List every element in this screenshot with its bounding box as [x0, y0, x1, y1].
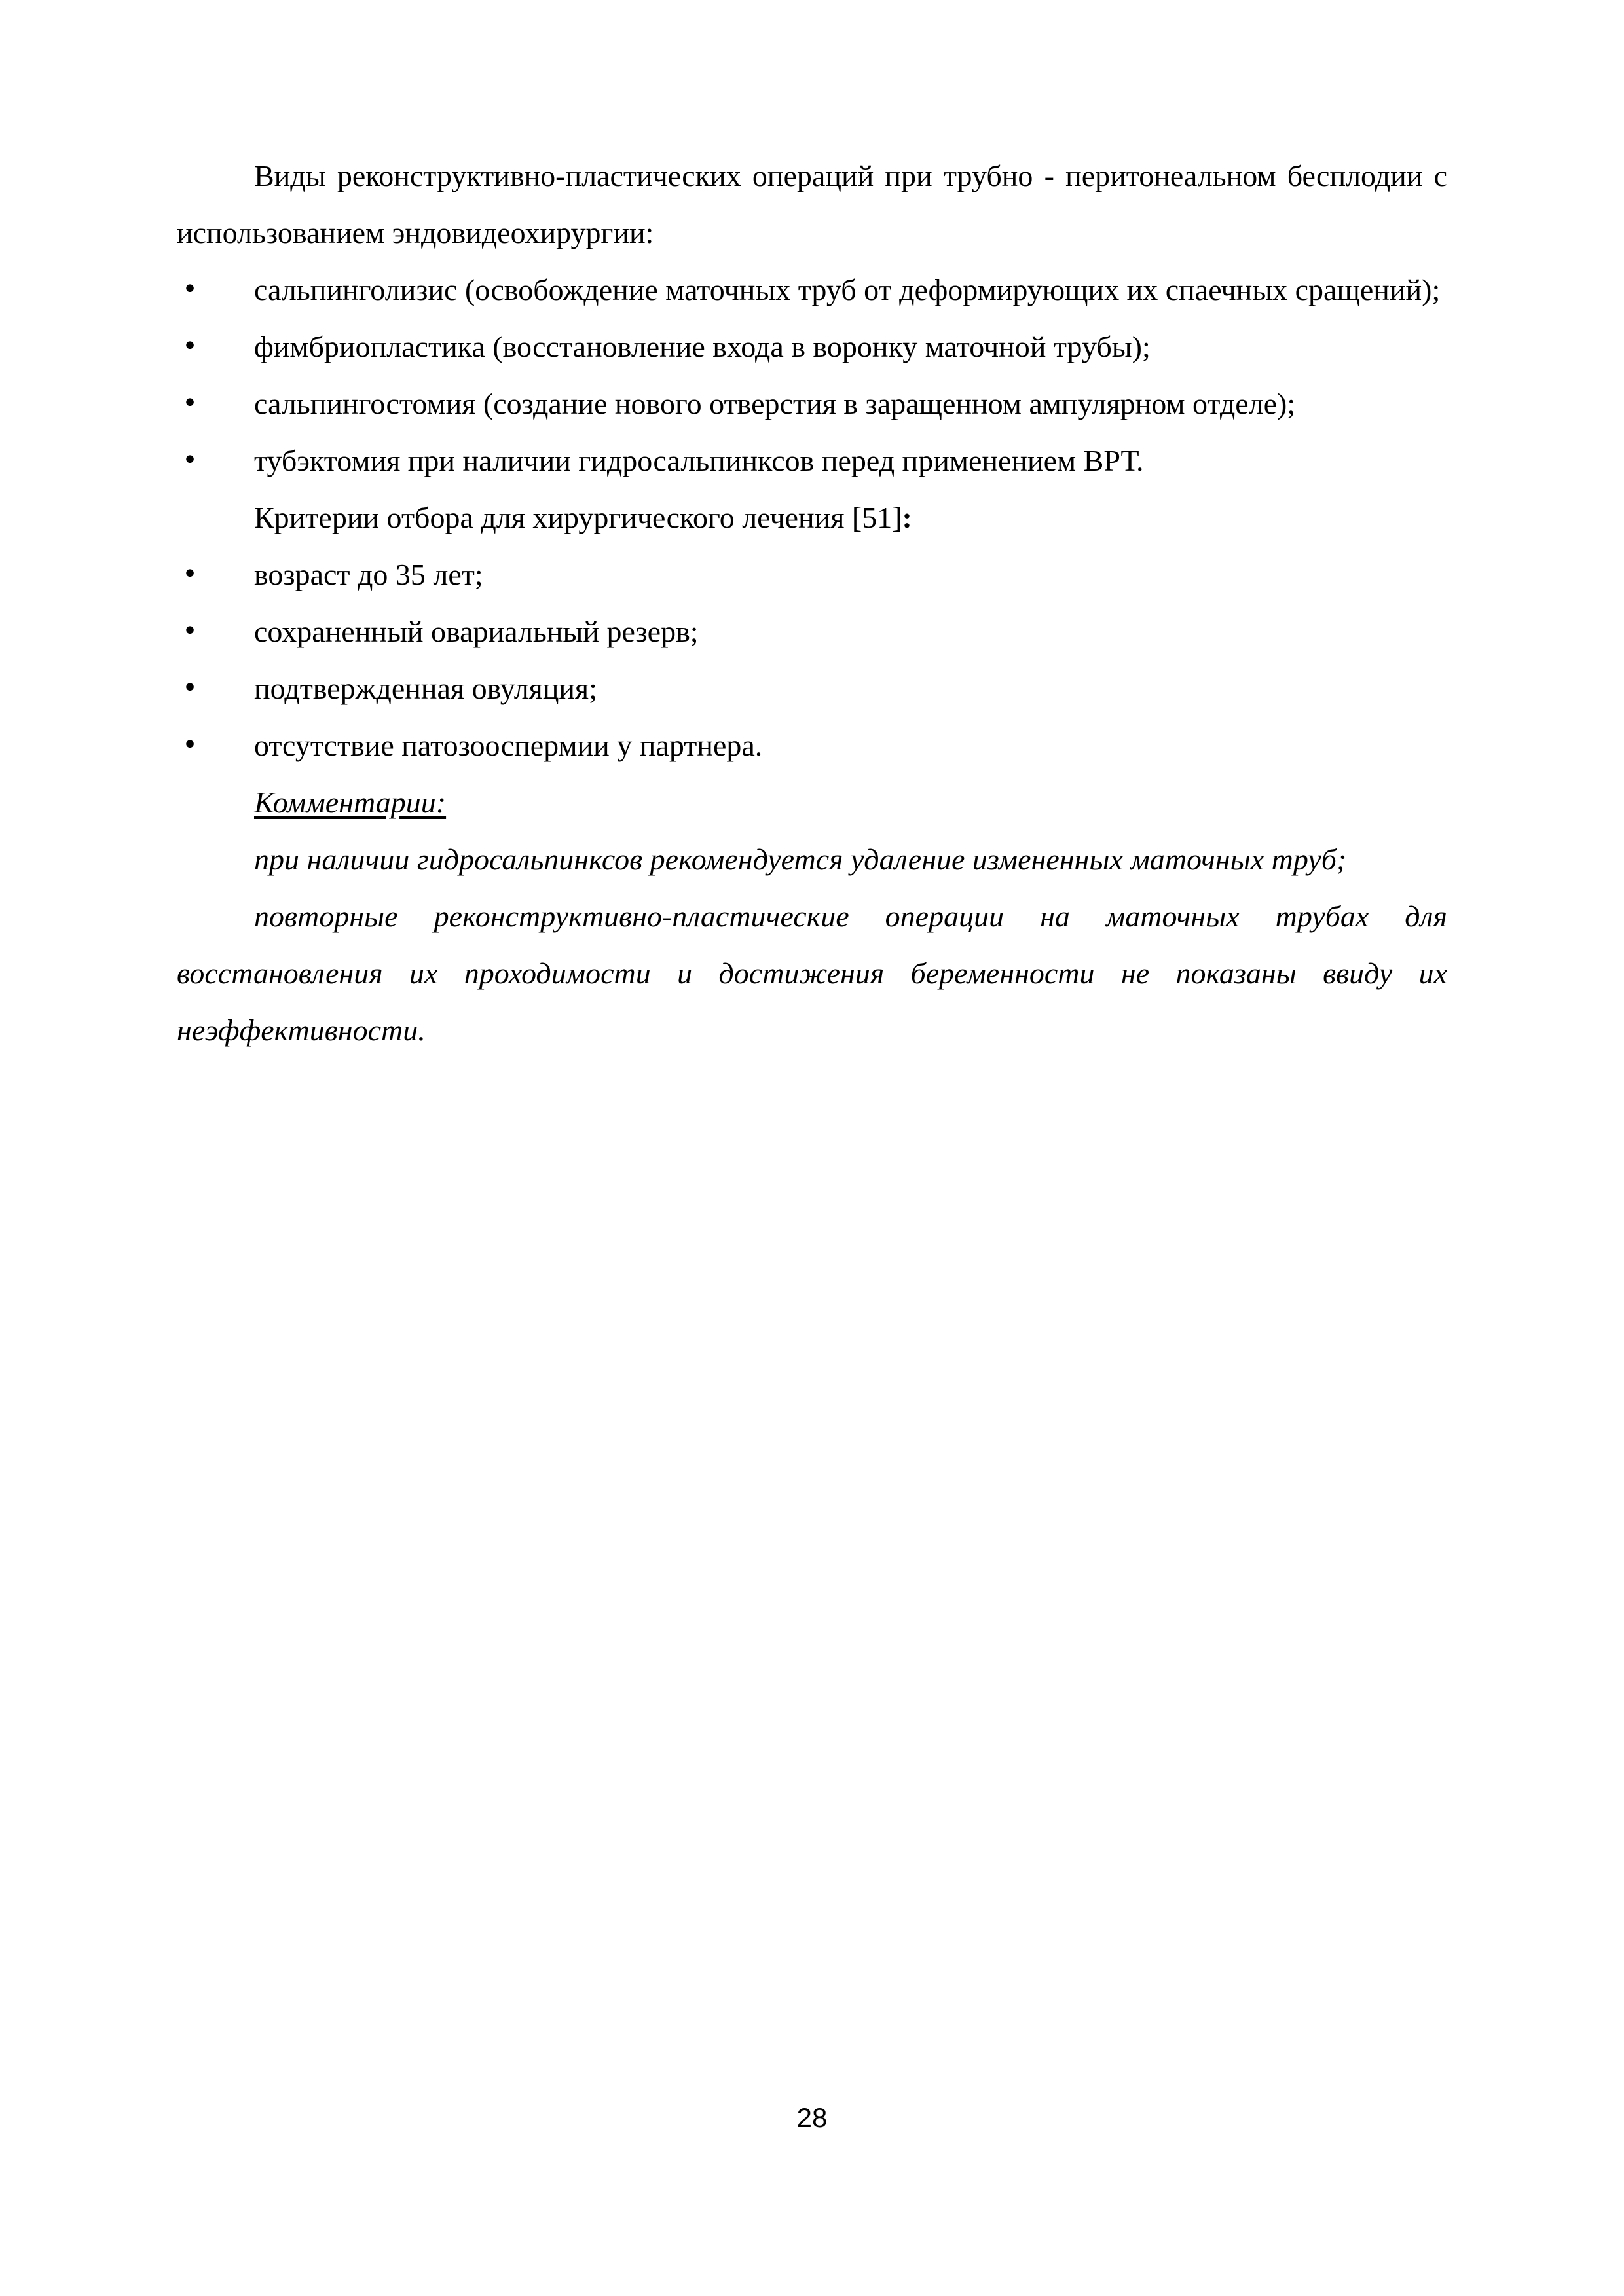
list-item — [177, 603, 1447, 660]
intro-paragraph: Виды реконструктивно-пластических операций при трубно - перитонеальном бесплодии с использованием эндовидеохирургии: — [177, 159, 1447, 249]
bullet-icon: • — [182, 274, 198, 304]
page-body — [177, 147, 1447, 1059]
bullet-icon: • — [182, 445, 198, 475]
criteria-heading-colon: : — [902, 501, 912, 534]
list-item — [177, 261, 1447, 318]
list-item — [177, 717, 1447, 774]
page-number: 28 — [796, 2102, 828, 2133]
list-item-text: отсутствие патозооспермии у партнера. — [254, 729, 763, 762]
criteria-heading-text: Критерии отбора для хирургического лечения [51] — [254, 501, 902, 534]
list-item — [177, 375, 1447, 432]
criteria-heading — [177, 489, 1447, 546]
comment-paragraph-2: повторные реконструктивно-пластические операции на маточных трубах для восстановления их проходимости и достижения беременности не показаны ввиду их неэффективности. — [177, 900, 1447, 1047]
list-item — [177, 660, 1447, 717]
bullet-icon: • — [182, 730, 198, 760]
bullet-icon: • — [182, 673, 198, 703]
bullet-icon: • — [182, 388, 198, 418]
criteria-list — [177, 546, 1447, 774]
list-item — [177, 318, 1447, 375]
bullet-icon: • — [182, 559, 198, 589]
list-item-text: сальпингостомия (создание нового отверстия в заращенном ампулярном отделе); — [254, 387, 1296, 420]
bullet-icon: • — [182, 616, 198, 646]
list-item — [177, 546, 1447, 603]
comments-heading: Комментарии: — [254, 786, 447, 819]
list-item — [177, 432, 1447, 489]
comment-paragraph-1: при наличии гидросальпинксов рекомендуется удаление измененных маточных труб; — [254, 843, 1347, 876]
bullet-icon: • — [182, 331, 198, 361]
operations-list — [177, 261, 1447, 489]
list-item-text: фимбриопластика (восстановление входа в воронку маточной трубы); — [254, 330, 1151, 363]
list-item-text: сальпинголизис (освобождение маточных труб от деформирующих их спаечных сращений); — [254, 273, 1441, 306]
list-item-text: тубэктомия при наличии гидросальпинксов перед применением ВРТ. — [254, 444, 1144, 477]
list-item-text: сохраненный овариальный резерв; — [254, 615, 699, 648]
list-item-text: возраст до 35 лет; — [254, 558, 483, 591]
list-item-text: подтвержденная овуляция; — [254, 672, 597, 705]
